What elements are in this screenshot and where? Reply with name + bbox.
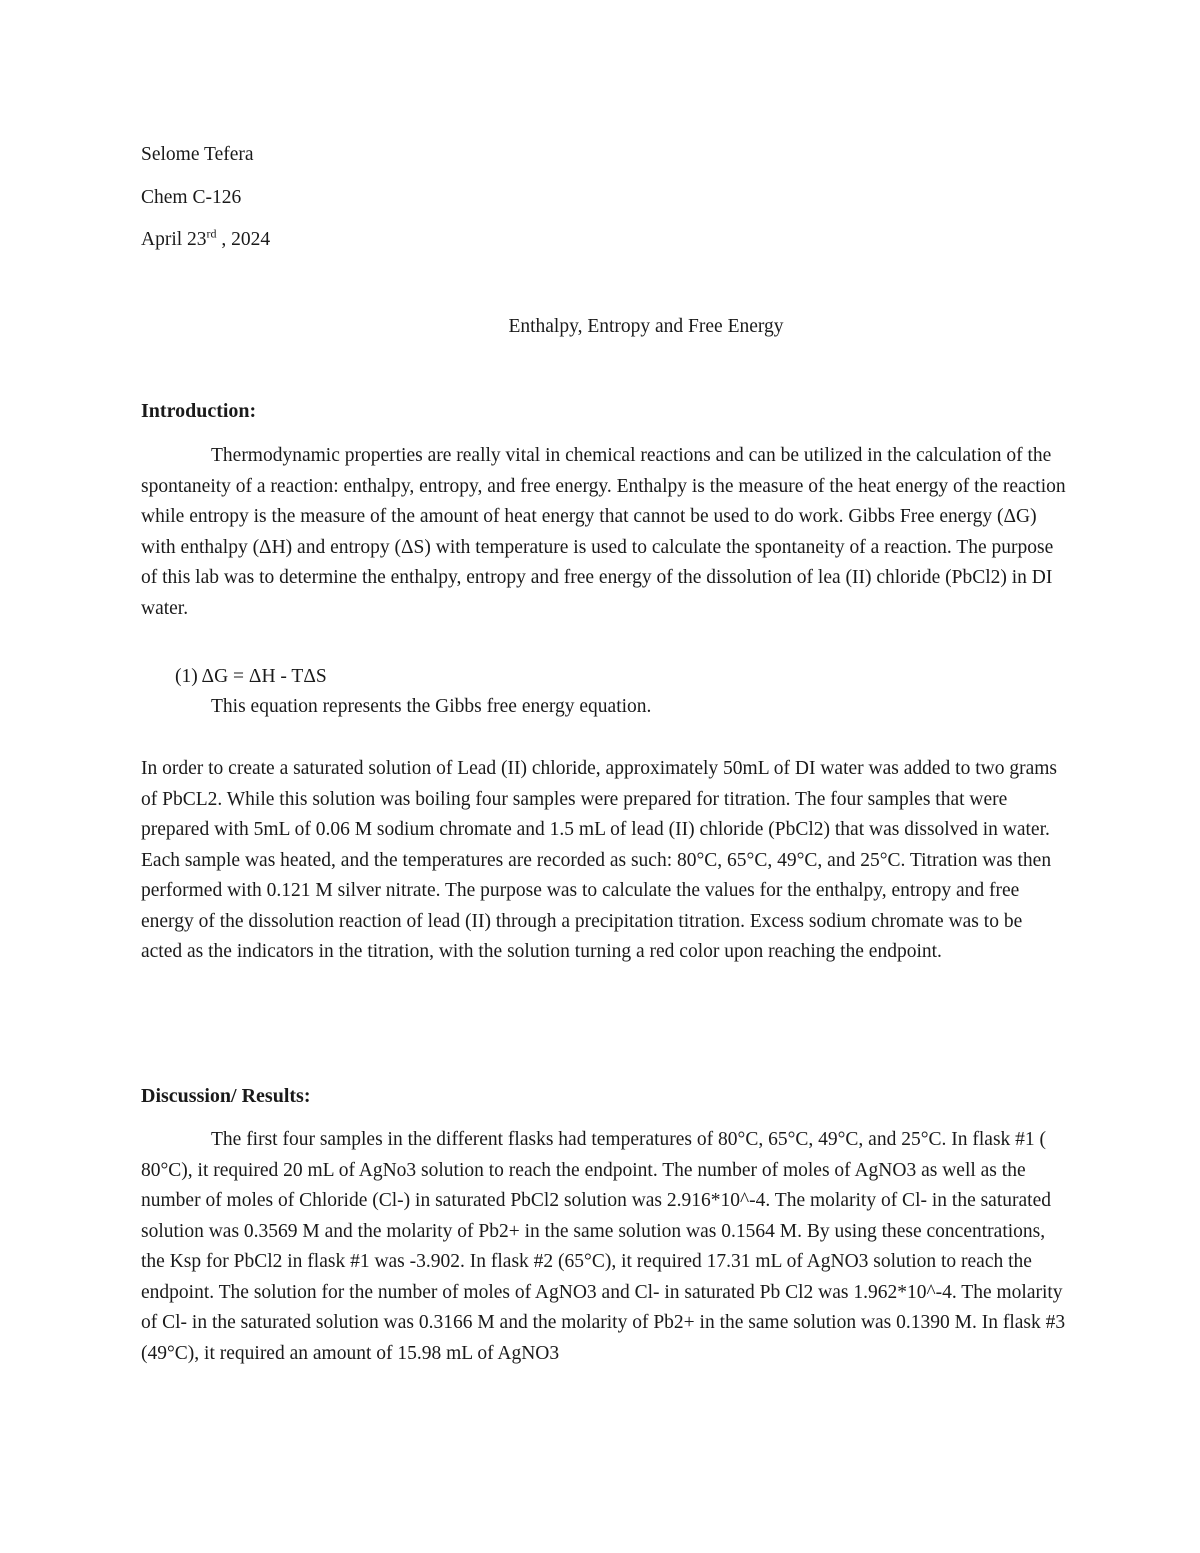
procedure-paragraph	[141, 754, 1066, 968]
report-date	[141, 228, 270, 252]
introduction-text: Thermodynamic properties are really vital in chemical reactions and can be utilized in the calculation of the spontaneity of a reaction: enthalpy, entropy, and free energy. Enthalpy is the measure of the heat energy of the reaction while entropy is the measure of the amount of heat energy that cannot be used to do work. Gibbs Free energy (ΔG) with enthalpy (ΔH) and entropy (ΔS) with temperature is used to calculate the spontaneity of a reaction. The purpose of this lab was to determine the enthalpy, entropy and free energy of the dissolution of lea (II) chloride (PbCl2) in DI water.	[141, 445, 1066, 619]
gibbs-equation: (1) ΔG = ΔH - TΔS	[175, 666, 327, 687]
date-superscript: rd	[206, 226, 217, 241]
date-suffix: , 2024	[216, 229, 271, 250]
discussion-paragraph	[141, 1125, 1066, 1369]
introduction-heading: Introduction:	[141, 400, 257, 422]
course-name	[141, 186, 241, 210]
equation-description: This equation represents the Gibbs free energy equation.	[211, 696, 652, 717]
introduction-paragraph	[141, 441, 1066, 624]
date-prefix: April 23	[141, 229, 207, 250]
course-text: Chem C-126	[141, 187, 242, 208]
author-name: Selome Tefera	[141, 144, 254, 165]
discussion-text: The first four samples in the different flasks had temperatures of 80°C, 65°C, 49°C, and 25°C. In flask #1 ( 80°C), it required 20 mL of AgNo3 solution to reach the endpoint. The number of moles of AgNO3 as well as the number of moles of Chloride (Cl-) in saturated PbCl2 solution was 2.916*10^-4. The molarity of Cl- in the saturated solution was 0.3569 M and the molarity of Pb2+ in the same solution was 0.1564 M. By using these concentrations, the Ksp for PbCl2 in flask #1 was -3.902. In flask #2 (65°C), it required 17.31 mL of AgNO3 solution to reach the endpoint. The solution for the number of moles of AgNO3 and Cl- in saturated Pb Cl2 was 1.962*10^-4. The molarity of Cl- in the saturated solution was 0.3166 M and the molarity of Pb2+ in the same solution was 0.1390 M. In flask #3 (49°C), it required an amount of 15.98 mL of AgNO3	[141, 1129, 1066, 1364]
page-title: Enthalpy, Entropy and Free Energy	[508, 316, 784, 337]
discussion-heading: Discussion/ Results:	[141, 1085, 311, 1107]
procedure-text: In order to create a saturated solution of Lead (II) chloride, approximately 50mL of DI water was added to two grams of PbCL2. While this solution was boiling four samples were prepared for titration. The four samples that were prepared with 5mL of 0.06 M sodium chromate and 1.5 mL of lead (II) chloride (PbCl2) that was dissolved in water. Each sample was heated, and the temperatures are recorded as such: 80°C, 65°C, 49°C, and 25°C. Titration was then performed with 0.121 M silver nitrate. The purpose was to calculate the values for the enthalpy, entropy and free energy of the dissolution reaction of lead (II) through a precipitation titration. Excess sodium chromate was to be acted as the indicators in the titration, with the solution turning a red color upon reaching the endpoint.	[141, 758, 1057, 962]
